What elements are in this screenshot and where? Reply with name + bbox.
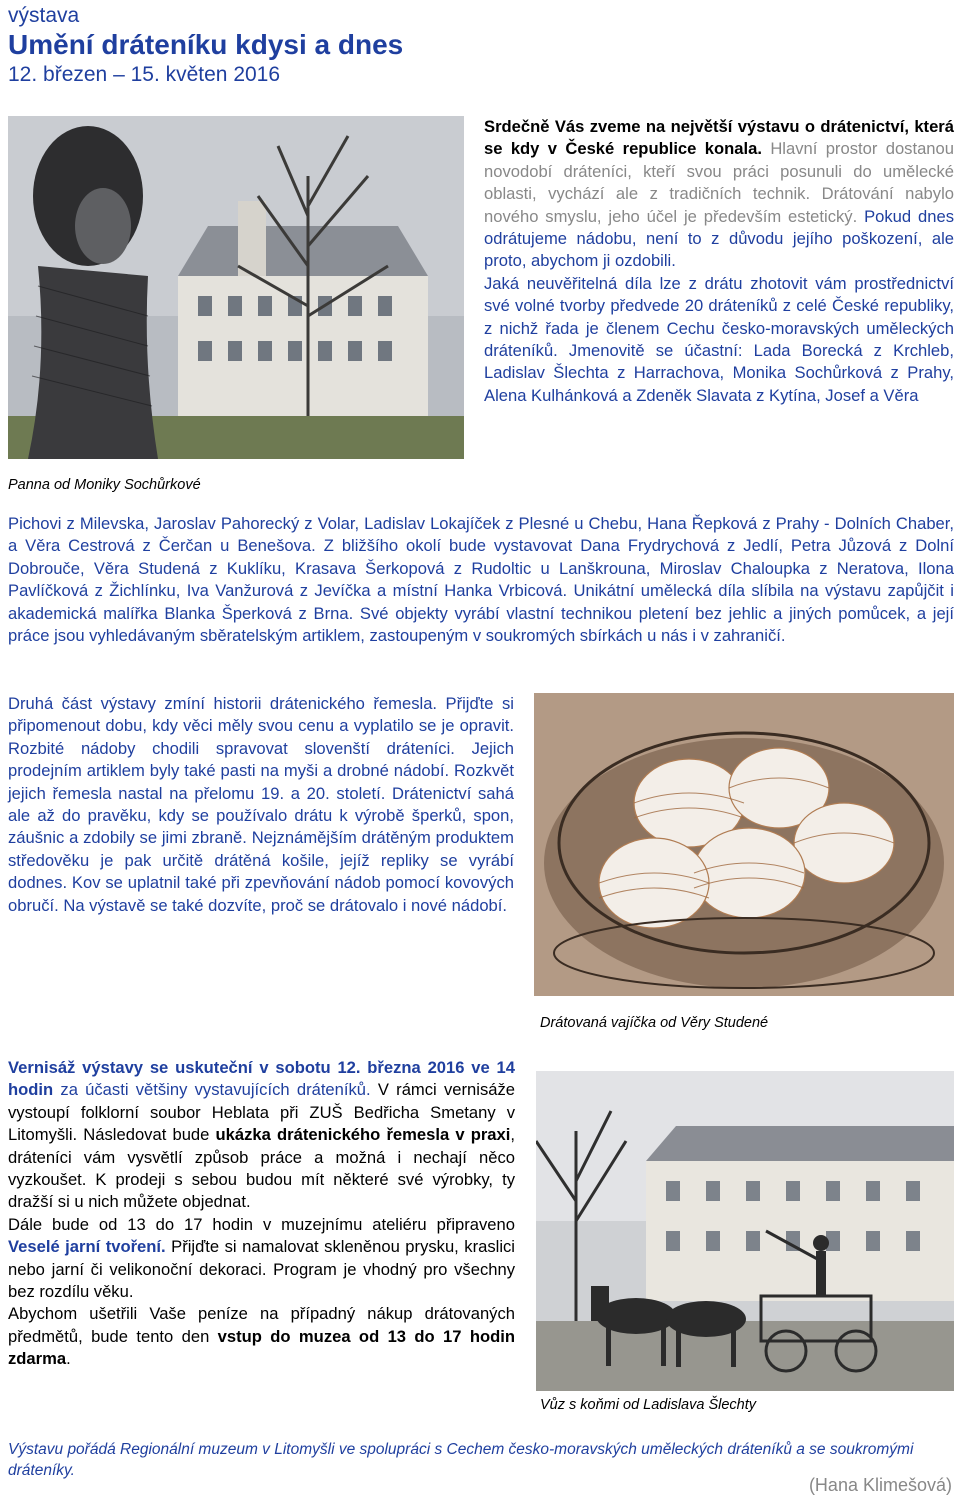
artists-continued	[8, 513, 954, 647]
artists-part-c: Unikátní umělecká díla slíbila na výstavu zapůjčit i akademická malířka Blanka Šperková z Brna.	[8, 581, 954, 623]
caption-photo-2: Drátovaná vajíčka od Věry Studené	[540, 1015, 769, 1031]
caption-photo-1: Panna od Moniky Sochůrkové	[8, 477, 201, 493]
history-paragraph: Druhá část výstavy zmíní historii drátenického řemesla. Přijďte si připomenout dobu, kdy věci měly svou cenu a vyplatilo se je opravit. Rozbité nádoby chodili spravovat slovenští dráteníci. Jejich prodejním artiklem byly také pasti na myši a drobné nádobí. Rozkvět jejich řemesla nastal na přelomu 19. a 20. století. Drátenictví sahá ale až do pravěku, kdy se používalo drátu k výrobě šperků, spon, záušnic a zdobily se jimi zbraně. Nejznámějším drátěným produktem středověku je pak určitě drátěná košile, jejíž repliky se vyrábí dodnes. Kov se uplatnil také při zpevňování nádob pomocí kovových obručí. Na výstavě se také dozvíte, proč se drátovalo i nové nádobí.	[8, 694, 514, 915]
events-column	[8, 1057, 515, 1371]
header	[8, 4, 608, 88]
photo-wired-eggs	[534, 693, 954, 996]
entry-free: vstup do muzea od 13 do 17 hodin zdarma	[8, 1326, 515, 1369]
entry-text-1: Abychom ušetřili Vaše peníze na případný nákup drátovaných předmětů, bude tento den	[8, 1304, 515, 1346]
intro-bold: Srdečně Vás zveme na největší výstavu o drátenictví, která se kdy v České republice konala.	[484, 117, 954, 159]
workshop-paragraph	[8, 1214, 515, 1304]
vernissage-program-2: , dráteníci vám vysvětlí způsob práce a možná i nechají něco vyzkoušet. K prodeji s sebou budou mít některé své výrobky, ty dražší si u nich můžete objednat.	[8, 1125, 515, 1212]
vernissage-date: Vernisáž výstavy se uskuteční v sobotu 12. března 2016 ve 14 hodin	[8, 1058, 515, 1100]
artists-paragraph: Jaká neuvěřitelná díla lze z drátu zhotovit vám prostřednictví své volné tvorby předvede 20 dráteníků z celé České republiky, z nichž řada je členem Cechu česko-moravských uměleckých dráteníků. Jmenovitě se účastní: Lada Borecká z Krchleb, Ladislav Šlechta z Harrachova, Monika Sochůrková z Prahy, Alena Kulhánková a Zdeněk Slavata z Kytína, Josef a Věra	[484, 273, 954, 405]
intro-paragraph	[484, 116, 954, 273]
demo-bold: ukázka drátenického řemesla v praxi	[215, 1125, 511, 1145]
author: (Hana Klimešová)	[808, 1475, 952, 1495]
intro-gray: Hlavní prostor dostanou novodobí dráteníci, kteří svou práci posunuli do umělecké oblasti, vychází ale z tradičních technik. Drátování nabylo nového smyslu, jeho účel je především estetický.	[484, 139, 954, 226]
vernissage-rest: za účasti většiny vystavujících dráteníků.	[53, 1080, 371, 1100]
footer-note: Výstavu pořádá Regionální muzeum v Litomyšli ve spolupráci s Cechem česko-moravských uměleckých dráteníků a se soukromými dráteníky.	[8, 1441, 914, 1479]
dates: 12. březen – 15. květen 2016	[8, 63, 281, 86]
page-title: Umění dráteníku kdysi a dnes	[8, 29, 404, 60]
entry-paragraph	[8, 1303, 515, 1370]
artists-part-d: Své objekty vyrábí vlastní technikou pletení bez jehlic a jiných pomůcek, a její práce jsou vyhledávaným sběratelským artiklem, zastoupeným v soukromých sbírkách u nás i v zahraničí.	[8, 603, 954, 646]
intro-blue: Pokud dnes odrátujeme nádobu, není to z důvodu jejího poškození, ale proto, abychom ji ozdobili.	[484, 206, 954, 271]
artists-part-b: Z bližšího okolí bude vystavovat Dana Frydrychová z Jedlí, Petra Jůzová z Dolní Dobrouče, Věra Studená z Kuklíku, Krasava Šerkopová z Rudoltic u Lanškrouna, Miroslav Chaloupka z Neratova, Ilona Pavlíčková z Žichlínku, Iva Vanžurová z Jevíčka a místní Hanka Vrbicová.	[8, 536, 954, 601]
history-column	[8, 693, 514, 917]
workshop-text-1: Dále bude od 13 do 17 hodin v muzejnímu ateliéru připraveno	[8, 1214, 515, 1234]
kicker: výstava	[8, 4, 80, 27]
artists-part-a: Pichovi z Milevska, Jaroslav Pahorecký z Volar, Ladislav Lokajíček z Plesné u Chebu, Hana Řepková z Prahy - Dolních Chaber, a Věra Cestrová z Čerčan u Benešova.	[8, 514, 954, 556]
caption-photo-3: Vůz s koňmi od Ladislava Šlechty	[540, 1397, 756, 1413]
photo-wire-maiden	[8, 116, 464, 459]
vernissage-program: V rámci vernisáže vystoupí folklorní soubor Heblata při ZUŠ Bedřicha Smetany v Litomyšli. Následovat bude	[8, 1080, 515, 1145]
intro-column	[484, 116, 954, 407]
photo-wire-wagon	[536, 1071, 954, 1391]
vernissage-paragraph	[8, 1057, 515, 1214]
entry-text-2: .	[66, 1349, 71, 1369]
workshop-text-2: Přijďte si namalovat skleněnou prysku, kraslici nebo jarní či velikonoční dekoraci. Program je vhodný pro všechny bez rozdílu věku.	[8, 1237, 515, 1302]
workshop-title: Veselé jarní tvoření.	[8, 1237, 166, 1257]
artists-continued-text	[8, 513, 954, 647]
